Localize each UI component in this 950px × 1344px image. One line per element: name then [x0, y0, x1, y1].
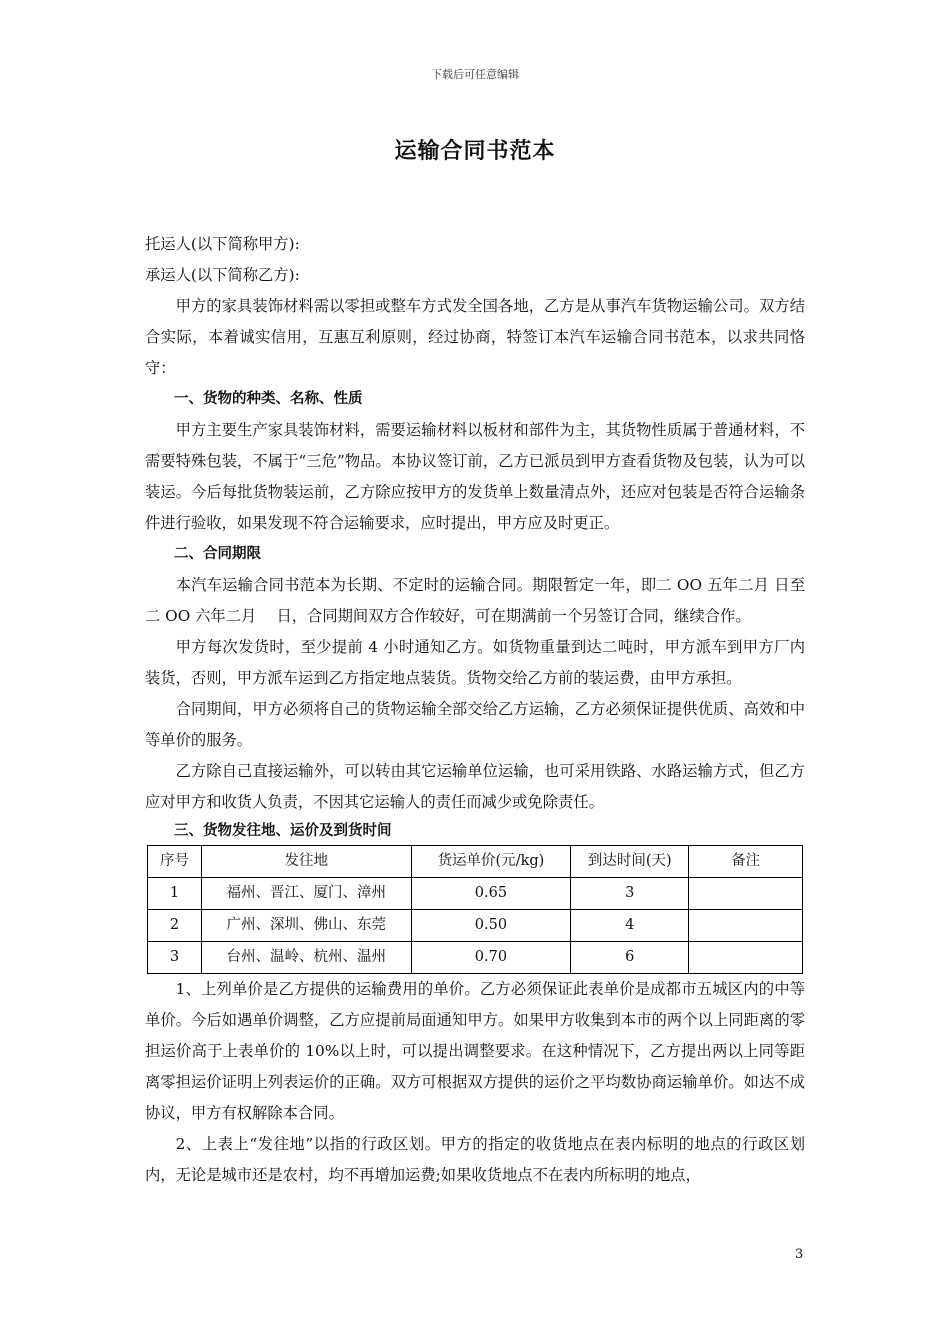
document-title: 运输合同书范本 [394, 139, 556, 164]
cell-unit-price: 0.50 [411, 910, 571, 942]
cell-remarks [689, 910, 803, 942]
header-unit-price: 货运单价(元/kg) [411, 846, 571, 878]
freight-rate-table [147, 845, 803, 974]
cell-arrival-time: 3 [571, 878, 689, 910]
section3-paragraph-1: 1、上列单价是乙方提供的运输费用的单价。乙方必须保证此表单价是成都市五城区内的中等单价。今后如遇单价调整，乙方应提前局面通知甲方。如果甲方收集到本市的两个以上同距离的零担运价高于上表单价的 10%以上时，可以提出调整要求。在这种情况下，乙方提出两以上同等距离零担运价证明上列表运价的正确。双方可根据双方提供的运价之平均数协商运输单价。如达不成协议，甲方有权解除本合同。 [145, 980, 805, 1122]
table-row [148, 878, 803, 910]
section2-paragraph-1: 本汽车运输合同书范本为长期、不定时的运输合同。期限暂定一年，即二 OO 五年二月 日至二 OO 六年二月 日，合同期间双方合作较好，可在期满前一个另签订合同，继续合作。 [145, 576, 805, 625]
cell-unit-price: 0.65 [411, 878, 571, 910]
header-destination: 发往地 [201, 846, 411, 878]
cell-remarks [689, 878, 803, 910]
cell-index: 3 [148, 942, 202, 974]
cell-destination: 广州、深圳、佛山、东莞 [201, 910, 411, 942]
cell-destination: 台州、温岭、杭州、温州 [201, 942, 411, 974]
section3-paragraph-2: 2、上表上“发往地”以指的行政区划。甲方的指定的收货地点在表内标明的地点的行政区划内，无论是城市还是农村，均不再增加运费;如果收货地点不在表内所标明的地点， [145, 1135, 805, 1184]
section3-heading: 三、货物发往地、运价及到货时间 [174, 823, 392, 839]
section2-paragraph-3: 合同期间，甲方必须将自己的货物运输全部交给乙方运输，乙方必须保证提供优质、高效和中等单价的服务。 [145, 700, 805, 749]
shipper-line: 托运人(以下简称甲方): [145, 235, 300, 253]
section2-heading: 二、合同期限 [174, 546, 261, 562]
page-number: 3 [795, 1247, 804, 1262]
cell-unit-price: 0.70 [411, 942, 571, 974]
cell-index: 2 [148, 910, 202, 942]
section1-paragraph: 甲方主要生产家具装饰材料，需要运输材料以板材和部件为主，其货物性质属于普通材料，不需要特殊包装，不属于“三危”物品。本协议签订前，乙方已派员到甲方查看货物及包装，认为可以装运。今后每批货物装运前，乙方除应按甲方的发货单上数量清点外，还应对包装是否符合运输条件进行验收，如果发现不符合运输要求，应时提出，甲方应及时更正。 [145, 421, 805, 532]
header-index: 序号 [148, 846, 202, 878]
header-arrival-time: 到达时间(天) [571, 846, 689, 878]
intro-paragraph: 甲方的家具装饰材料需以零担或整车方式发全国各地，乙方是从事汽车货物运输公司。双方结合实际，本着诚实信用，互惠互利原则，经过协商，特签订本汽车运输合同书范本，以求共同恪守： [145, 297, 805, 377]
header-remarks: 备注 [689, 846, 803, 878]
document-body [145, 229, 805, 1191]
section2-paragraph-2: 甲方每次发货时，至少提前 4 小时通知乙方。如货物重量到达二吨时，甲方派车到甲方厂内装货，否则，甲方派车运到乙方指定地点装货。货物交给乙方前的装运费，由甲方承担。 [145, 638, 805, 687]
section2-paragraph-4: 乙方除自己直接运输外，可以转由其它运输单位运输，也可采用铁路、水路运输方式，但乙方应对甲方和收货人负责，不因其它运输人的责任而减少或免除责任。 [145, 762, 805, 811]
carrier-line: 承运人(以下简称乙方): [145, 266, 300, 284]
table-header-row [148, 846, 803, 878]
page-header-note: 下载后可任意编辑 [431, 68, 519, 81]
cell-arrival-time: 6 [571, 942, 689, 974]
cell-index: 1 [148, 878, 202, 910]
table-row [148, 910, 803, 942]
table-row [148, 942, 803, 974]
cell-remarks [689, 942, 803, 974]
section1-heading: 一、货物的种类、名称、性质 [174, 391, 363, 407]
cell-destination: 福州、晋江、厦门、漳州 [201, 878, 411, 910]
cell-arrival-time: 4 [571, 910, 689, 942]
